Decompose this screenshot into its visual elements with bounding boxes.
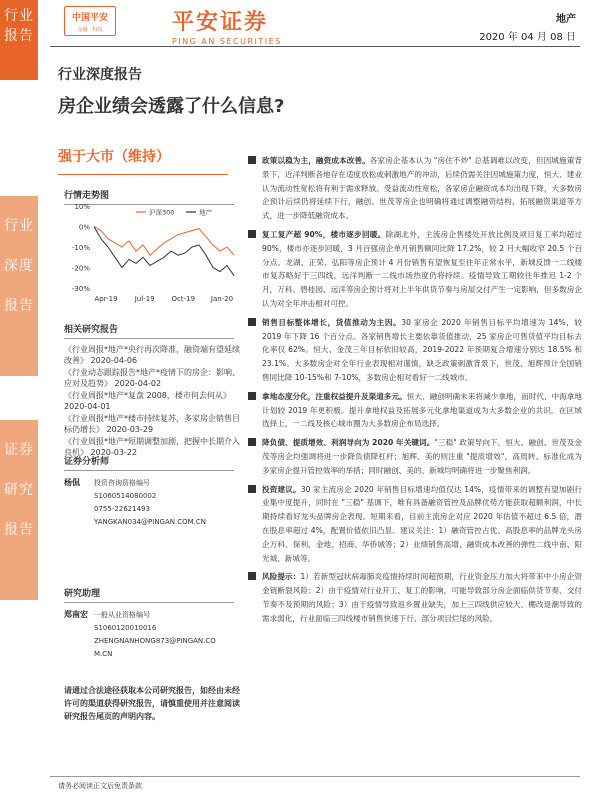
- side-tag-bottom: [0, 420, 38, 600]
- usage-disclaimer: 请通过合法途径获取本公司研究报告，如经由未经许可的渠道获得研究报告，请慎重使用并注意阅读研究报告尾页的声明内容。: [64, 686, 240, 721]
- x-tick-label: Jan-20: [210, 295, 234, 303]
- key-point-text: [262, 316, 582, 385]
- analyst-title: 证券分析师: [64, 457, 110, 467]
- key-point: [248, 154, 582, 223]
- trend-title: 行情走势图: [64, 191, 110, 201]
- assistant-license-label: 一般从业资格编号: [94, 611, 150, 619]
- side-tag-middle-line: 深度: [4, 258, 34, 274]
- related-report-link[interactable]: 《行业动态跟踪报告*地产*疫情下的房企：影响、应对及趋势》 2020-04-02: [64, 368, 240, 388]
- legend-label: 地产: [199, 208, 212, 217]
- y-tick-label: 10%: [74, 203, 90, 211]
- assistant-card: [64, 609, 240, 661]
- key-point-text: [262, 390, 582, 431]
- related-list: [64, 344, 240, 458]
- series-line: [94, 227, 234, 276]
- footer-note: 请务必阅读正文后免责条款: [58, 782, 142, 790]
- key-point: [248, 436, 582, 477]
- key-point-lead: 政策以稳为主，融资成本改善。: [262, 156, 370, 165]
- x-tick-label: Jul-19: [134, 295, 155, 303]
- industry-rating: 强于大市（维持）: [58, 149, 170, 165]
- header-divider: [50, 46, 580, 47]
- key-point: [248, 390, 582, 431]
- side-tag-middle-line: 报告: [4, 298, 34, 314]
- bullet-square-icon: [248, 392, 256, 400]
- related-report-link[interactable]: 《行业周报*地产*央行再次降准，融资端有望延续改善》 2020-04-06: [64, 345, 240, 365]
- key-point-text: [262, 483, 582, 566]
- key-point-lead: 拿地态度分化，注重权益提升及渠道多元。: [262, 391, 407, 401]
- assistant-info: [94, 609, 216, 661]
- bullet-square-icon: [248, 230, 256, 238]
- related-report-link[interactable]: 《行业周报*地产*短期调整加剧，把握中长期介入良机》 2020-03-22: [64, 437, 240, 457]
- y-tick-label: -30%: [71, 285, 90, 293]
- analyst-card: [64, 477, 240, 529]
- analyst-license-number: S1060514080002: [94, 492, 157, 500]
- footer-divider: [50, 776, 580, 777]
- market-trend-chart: [64, 200, 240, 304]
- rating-block: [58, 146, 234, 175]
- key-point-text: [262, 436, 582, 477]
- side-tag-middle-line: 行业: [4, 218, 34, 234]
- key-points: [248, 154, 582, 631]
- key-point-text: [262, 154, 582, 223]
- analyst-name: 杨侃: [64, 478, 80, 487]
- y-tick-label: -10%: [71, 244, 90, 252]
- assistant-divider: [64, 602, 234, 603]
- analyst-phone: 0755-22621493: [94, 505, 150, 513]
- pingan-group-logo: [64, 6, 116, 36]
- side-tag-middle: [0, 196, 38, 376]
- key-point-body: 除湖北外，主流房企售楼处开放比例及项目复工率均超过 90%，楼市亦逐步回暖，3 月百强房企单月销售额同比降 17.2%，较 2 月大幅收窄 20.5 个百分点。龙湖、正荣、弘阳等房企预计 4 月份销售有望恢复至往年正常水平，新城反馈一二线楼市复苏略好于三四线，远洋判断一二线市场热度仍将持续。疫情导致工期较往年推迟 1-2 个月，万科、碧桂园、远洋等房企预计将对上半年供货节奏与房屋交付产生一定影响，但多数房企认为对全年冲击相对可控。: [262, 229, 582, 308]
- assistant-title: 研究助理: [64, 589, 101, 599]
- bullet-square-icon: [248, 438, 256, 446]
- assistant-email[interactable]: ZHENGNANHONG873@PINGAN.CO: [94, 637, 216, 645]
- related-reports: [64, 322, 240, 459]
- pingan-group-logo-subtext: 金融 · 科技: [77, 27, 103, 33]
- bullet-square-icon: [248, 485, 256, 493]
- key-point: [248, 483, 582, 566]
- y-tick-label: 0%: [78, 223, 90, 232]
- side-tag-top-line: 行业: [4, 8, 34, 24]
- side-banner: [0, 0, 38, 800]
- logo-english-name: PING AN SECURITIES: [172, 37, 282, 46]
- side-tag-bottom-line: 报告: [4, 522, 34, 538]
- side-tag-bottom-line: 证券: [4, 442, 34, 458]
- y-tick-label: -20%: [71, 264, 90, 273]
- report-type: 行业深度报告: [58, 67, 142, 83]
- logo-chinese-name: 平安证券: [172, 10, 269, 35]
- sector-label: 地产: [556, 14, 576, 25]
- bullet-square-icon: [248, 572, 256, 580]
- x-tick-label: Oct-19: [171, 295, 196, 303]
- key-point-body: "三稳" 政策导向下，恒大、融创、世茂及金茂等房企均强调将进一步降负债降杠杆；旭辉、美的则注重 "提质增效"，高周转、标准化成为多家房企提升管控效率的举措；同时融创、美的、新城均明确将进一步聚焦利润。: [262, 438, 582, 475]
- legend-label: 沪深300: [149, 208, 175, 217]
- assistant-block: [64, 586, 240, 661]
- key-point-body: 恒大、融创明确未来将减少拿地，而时代、中海拿地计划较 2019 年更积极。提升拿地权益及拓展多元化拿地渠道成为大多数企业的共识。在区域选择上，一二线及核心城市圈为大多数房企布局选择。: [262, 391, 583, 429]
- related-report-link[interactable]: 《行业周报*地产*楼市持续复苏，多家房企销售目标仍增长》 2020-03-29: [64, 414, 240, 434]
- pingan-group-logo-text: 中国平安: [71, 13, 108, 23]
- key-point-body: 1）若新型冠状病毒肺炎疫情持续时间超预期，行业资金压力加大将带来中小房企资金链断裂风险；2）由于疫情对行业开工、复工的影响，可能导致部分房企面临供货节奏、交付节奏不及预期的风险；3）由于疫情导致返乡置业缺失，加上三四线供应较大、棚改退潮导致的需求弱化，行业面临三四线楼市销售快速下行、部分项目烂尾的风险。: [262, 572, 583, 623]
- key-point-body: 各家房企基本认为 "房住不炒" 总基调难以改变，但因城施策背景下，近洋判断各地存在适度放松或刺激地产的冲动，后续仍需关注因城施策力度，恒大、建业认为流动性宽松将有利于需求释放。受益流动性宽松，各家房企融资成本均出现下降，大多数房企预计后续仍将延续下行，融创、世茂等房企也明确将通过调整融资结构、拓展融资渠道等方式，进一步降低融资成本。: [262, 156, 583, 221]
- related-divider: [64, 338, 234, 339]
- analyst-info: [94, 477, 206, 529]
- key-point-body: 30 家房企 2020 年销售目标平均增速为 14%，较 2019 年下降 16 个百分点。各家销售增长主要依靠货值推动，25 家房企可售货值平均目标去化率仅 62%。恒大、金茂三年目标依旧较高，2019-2022 年预期复合增速分别达 18.5% 和 23.1%。大多数房企对全年行业表现相对谨慎，缺乏政策刺激背景下，世茂、旭辉预计全国销售同比降 10-15%和 7-10%，多数房企相对看好一二线城市。: [262, 317, 582, 382]
- key-point: [248, 570, 582, 625]
- analyst-divider: [64, 470, 234, 471]
- key-point: [248, 316, 582, 385]
- bullet-square-icon: [248, 156, 256, 164]
- assistant-license-number: S1060120010016: [94, 624, 157, 632]
- key-point-lead: 销售目标整体增长，货值推动为主因。: [262, 317, 402, 327]
- analyst-email[interactable]: YANGKAN034@PINGAN.COM.CN: [94, 518, 207, 526]
- side-tag-bottom-line: 研究: [4, 482, 34, 498]
- report-title: 房企业绩会透露了什么信息?: [58, 96, 285, 117]
- analyst-license-label: 投资咨询资格编号: [94, 479, 150, 487]
- bullet-square-icon: [248, 318, 256, 326]
- series-line: [94, 227, 234, 256]
- x-tick-label: Apr-19: [94, 295, 118, 303]
- key-point-lead: 投资建议。: [262, 484, 301, 494]
- key-point-lead: 复工复产超 90%，楼市逐步回暖。: [262, 229, 386, 239]
- pingan-securities-logo: [172, 5, 282, 46]
- assistant-email-cont[interactable]: M.CN: [94, 650, 113, 658]
- related-report-link[interactable]: 《行业周报*地产*复盘 2008，楼市何去何从》 2020-04-01: [64, 391, 231, 411]
- report-date: 2020 年 04 月 08 日: [479, 32, 576, 43]
- analyst-block: [64, 454, 240, 529]
- key-point-body: 30 家主流房企 2020 年销售目标增速均值仅达 14%，疫情带来的调整有望加剧行业集中度提升，同时在 "三稳" 基调下，唯有具备融资管控及品牌优势方能获取超额利润，中长期持续看好龙头品牌房企表现。短期来看，目前主流房企对应 2020 年估值不超过 6.5 倍，潜在股息率超过 4%，配置价值依旧凸显。建议关注：1）融资管控占优、高股息率的品牌龙头房企万科、保利、金地、招商、华侨城等；2）业绩销售高增、融资成本改善的弹性二线中南、阳光城、新城等。: [262, 484, 582, 563]
- key-point-lead: 降负债、提质增效、利润导向为 2020 年关键词。: [262, 438, 435, 448]
- key-point-text: [262, 570, 582, 625]
- assistant-name: 郑南宏: [64, 610, 88, 619]
- related-title: 相关研究报告: [64, 325, 119, 335]
- rating-divider: [58, 174, 228, 175]
- key-point-lead: 风险提示：: [262, 572, 301, 582]
- key-point-text: [262, 228, 582, 311]
- key-point: [248, 228, 582, 311]
- side-tag-top: [0, 0, 38, 80]
- side-tag-top-line: 报告: [4, 28, 34, 44]
